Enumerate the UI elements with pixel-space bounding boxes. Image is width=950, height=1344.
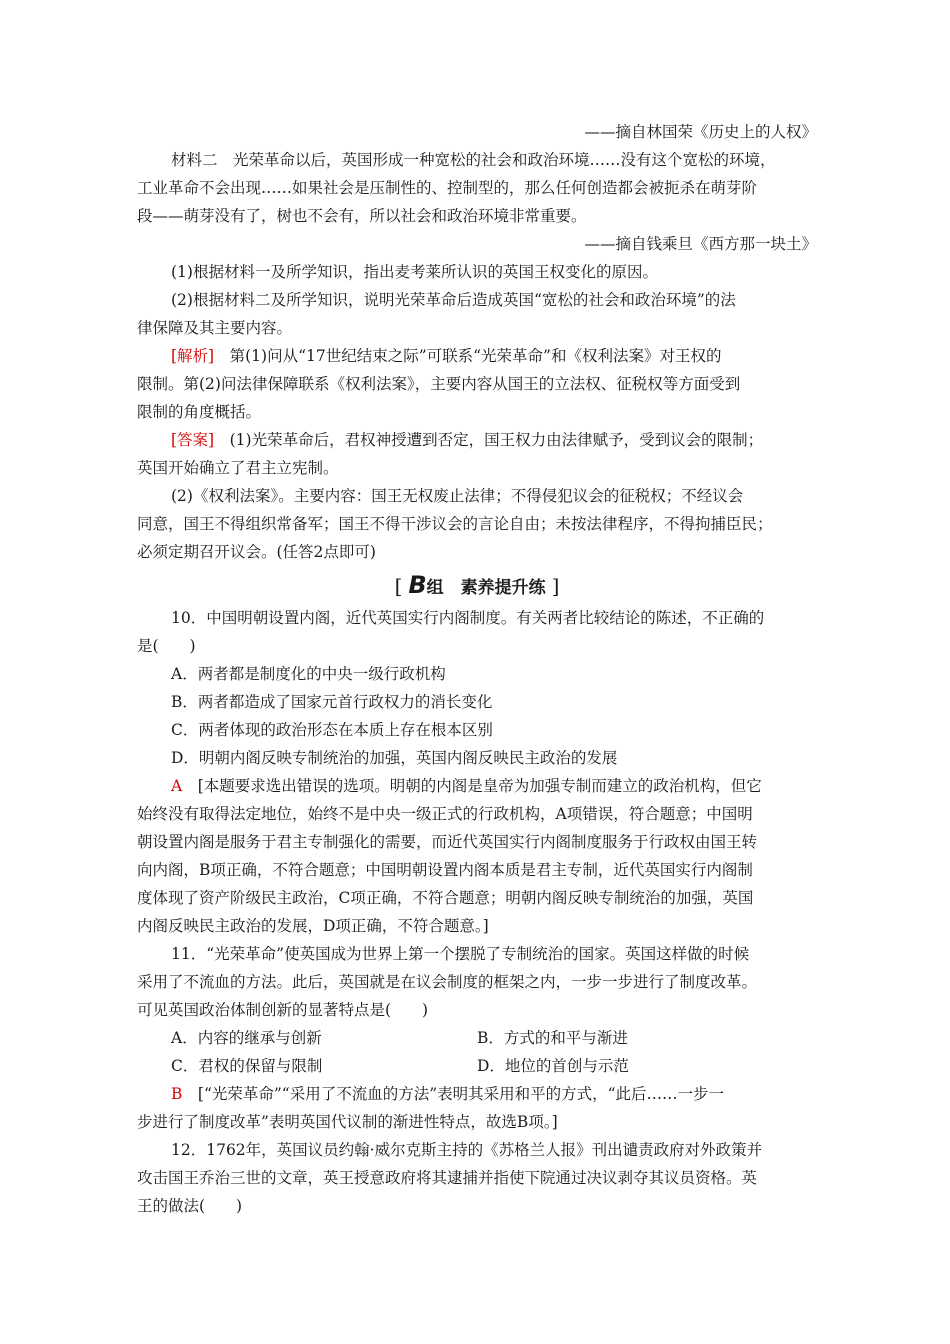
analysis-line-1	[137, 342, 817, 370]
q10-option-c: C．两者体现的政治形态在本质上存在根本区别	[171, 721, 493, 739]
analysis-tag: [解析]	[171, 347, 215, 365]
q11-explanation-text: [“光荣革命”“采用了不流血的方法”表明其采用和平的方式，“此后……一步一	[182, 1085, 725, 1103]
q11-option-a: A．内容的继承与创新	[171, 1029, 322, 1047]
q12-stem-line-1: 12．1762年，英国议员约翰·威尔克斯主持的《苏格兰人报》刊出谴责政府对外政策并	[171, 1141, 763, 1159]
q10-stem-line-1: 10．中国明朝设置内阁，近代英国实行内阁制度。有关两者比较结论的陈述，不正确的	[171, 609, 765, 627]
answer-text: (1)光荣革命后，君权神授遭到否定，国王权力由法律赋予，受到议会的限制；	[214, 431, 764, 449]
section-b-header	[137, 568, 817, 602]
q11-answer-letter: B	[171, 1085, 183, 1103]
question-2-line-1: (2)根据材料二及所学知识，说明光荣革命后造成英国“宽松的社会和政治环境”的法	[171, 291, 736, 309]
document-page	[137, 118, 817, 1220]
q11-stem-line-2: 采用了不流血的方法。此后，英国就是在议会制度的框架之内，一步一步进行了制度改革。	[137, 973, 758, 991]
material2-line-2: 工业革命不会出现……如果社会是压制性的、控制型的，那么任何创造都会被扼杀在萌芽阶	[137, 179, 758, 197]
q11-option-c: C．君权的保留与限制	[171, 1057, 323, 1075]
q10-explanation-line-3: 朝设置内阁是服务于君主专制强化的需要，而近代英国实行内阁制度服务于行政权由国王转	[137, 833, 758, 851]
q10-option-a: A．两者都是制度化的中央一级行政机构	[171, 665, 446, 683]
material1-source: ——摘自林国荣《历史上的人权》	[584, 123, 817, 141]
answer-tag: [答案]	[171, 431, 215, 449]
answer-part2-line-3: 必须定期召开议会。(任答2点即可)	[137, 543, 376, 561]
analysis-line-2: 限制。第(2)问法律保障联系《权利法案》，主要内容从国王的立法权、征税权等方面受到	[137, 375, 741, 393]
material2-line-1: 材料二 光荣革命以后，英国形成一种宽松的社会和政治环境……没有这个宽松的环境，	[171, 151, 776, 169]
material2-source: ——摘自钱乘旦《西方那一块土》	[584, 235, 817, 253]
q10-explanation-text: [本题要求选出错误的选项。明朝的内阁是皇帝为加强专制而建立的政治机构，但它	[182, 777, 762, 795]
section-open-bracket: [	[394, 574, 403, 598]
q11-explanation-line-2: 步进行了制度改革”表明英国代议制的渐进性特点，故选B项。]	[137, 1113, 558, 1131]
q10-answer-letter: A	[171, 777, 183, 795]
question-1: (1)根据材料一及所学知识，指出麦考莱所认识的英国王权变化的原因。	[171, 263, 658, 281]
q10-explanation-line-4: 向内阁，B项正确，不符合题意；中国明朝设置内阁本质是君主专制，近代英国实行内阁制	[137, 861, 753, 879]
q11-option-d: D．地位的首创与示范	[477, 1057, 629, 1075]
q11-options-row-1	[137, 1024, 817, 1052]
analysis-line-3: 限制的角度概括。	[137, 403, 262, 421]
answer-line-2: 英国开始确立了君主立宪制。	[137, 459, 339, 477]
material2-line-3: 段——萌芽没有了，树也不会有，所以社会和政治环境非常重要。	[137, 207, 587, 225]
q10-explanation-line-2: 始终没有取得法定地位，始终不是中央一级正式的行政机构，A项错误，符合题意；中国明	[137, 805, 753, 823]
answer-line-1	[137, 426, 817, 454]
q10-option-b: B．两者都造成了国家元首行政权力的消长变化	[171, 693, 493, 711]
q10-option-d: D．明朝内阁反映专制统治的加强，英国内阁反映民主政治的发展	[171, 749, 618, 767]
q11-options-row-2	[137, 1052, 817, 1080]
question-2-line-2: 律保障及其主要内容。	[137, 319, 293, 337]
q11-stem-line-1: 11．“光荣革命”使英国成为世界上第一个摆脱了专制统治的国家。英国这样做的时候	[171, 945, 750, 963]
answer-part2-line-1: (2)《权利法案》。主要内容：国王无权废止法律；不得侵犯议会的征税权；不经议会	[171, 487, 744, 505]
q11-stem-line-3: 可见英国政治体制创新的显著特点是( )	[137, 1001, 429, 1019]
q12-stem-line-2: 攻击国王乔治三世的文章，英王授意政府将其逮捕并指使下院通过决议剥夺其议员资格。英	[137, 1169, 758, 1187]
q10-stem-line-2: 是( )	[137, 637, 196, 655]
answer-part2-line-2: 同意，国王不得组织常备军；国王不得干涉议会的言论自由；未按法律程序，不得拘捕臣民；	[137, 515, 773, 533]
q10-explanation-line-1	[137, 772, 817, 800]
q11-option-b: B．方式的和平与渐进	[477, 1029, 628, 1047]
section-group-label: B	[408, 571, 427, 599]
q10-explanation-line-6: 内阁反映民主政治的发展，D项正确，不符合题意。]	[137, 917, 489, 935]
q11-explanation-line-1	[137, 1080, 817, 1108]
analysis-text: 第(1)问从“17世纪结束之际”可联系“光荣革命”和《权利法案》对王权的	[214, 347, 722, 365]
section-title: 组 素养提升练	[426, 578, 546, 598]
q12-stem-line-3: 王的做法( )	[137, 1197, 243, 1215]
section-close-bracket: ]	[551, 574, 560, 598]
q10-explanation-line-5: 度体现了资产阶级民主政治，C项正确，不符合题意；明朝内阁反映专制统治的加强，英国	[137, 889, 754, 907]
